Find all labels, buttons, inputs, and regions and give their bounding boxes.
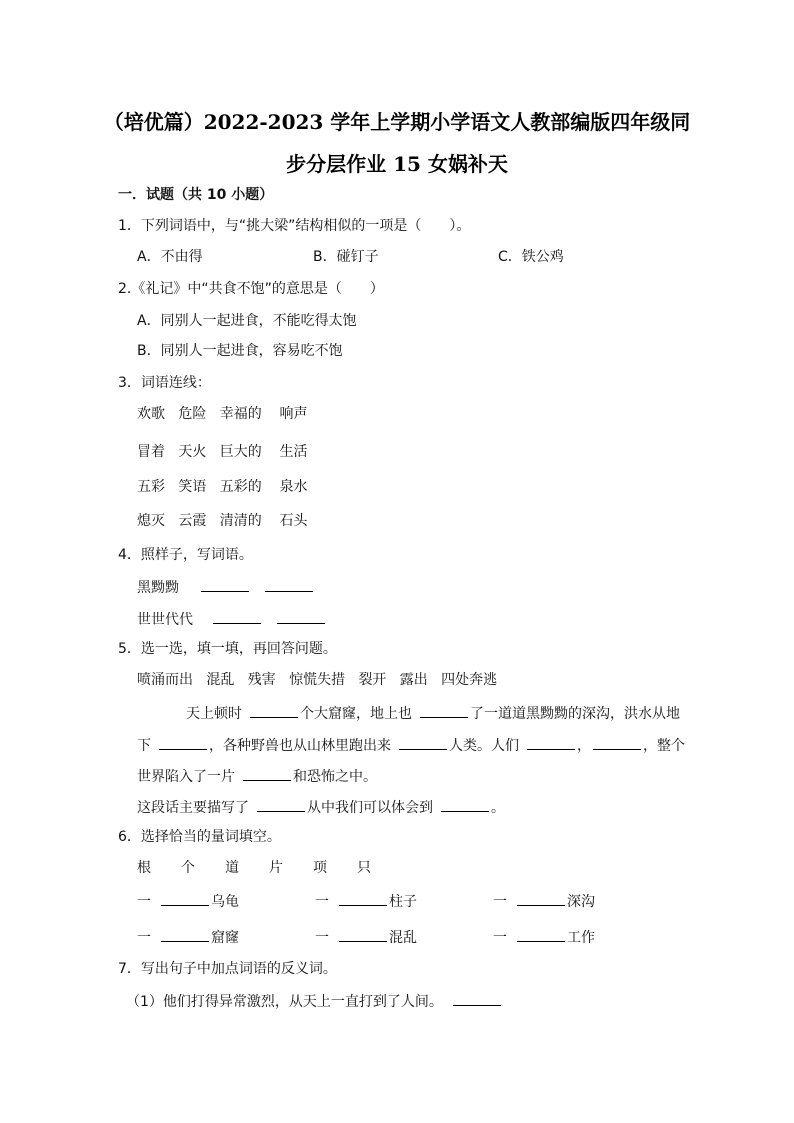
q4-example-1: 黑黝黝: [137, 577, 315, 597]
answer-blank[interactable]: [161, 927, 209, 942]
q6-item-4: 一 窟窿: [137, 927, 239, 947]
q5-passage-line2: 下 ，各种野兽也从山林里跑出来 人类。人们 ， ，整个: [137, 735, 685, 755]
q6-word-bank: 根 个 道 片 项 只: [137, 860, 371, 876]
answer-blank[interactable]: [420, 703, 468, 718]
q6-item-2: 一 柱子: [315, 891, 417, 911]
answer-blank[interactable]: [265, 577, 313, 592]
answer-blank[interactable]: [257, 797, 305, 812]
q2-option-b: B．同别人一起进食，容易吃不饱: [137, 343, 343, 359]
q5-word-bank: 喷涌而出 混乱 残害 惊慌失措 裂开 露出 四处奔逃: [137, 672, 498, 688]
q2-option-a: A．同别人一起进食，不能吃得太饱: [137, 313, 357, 329]
q1-option-a: A．不由得: [137, 249, 203, 265]
q5-passage-line1: 天上顿时 个大窟窿，地上也 了一道道黑黝黝的深沟，洪水从地: [186, 703, 680, 723]
q6-stem: 6．选择恰当的量词填空。: [118, 829, 281, 845]
q7-stem: 7．写出句子中加点词语的反义词。: [118, 961, 337, 977]
answer-blank[interactable]: [277, 609, 325, 624]
answer-blank[interactable]: [441, 797, 489, 812]
answer-blank[interactable]: [159, 735, 207, 750]
q6-item-1: 一 乌龟: [137, 891, 239, 911]
answer-blank[interactable]: [517, 927, 565, 942]
answer-blank[interactable]: [201, 577, 249, 592]
q3-row-3: 五彩 笑语 五彩的 泉水: [137, 479, 308, 495]
q6-item-3: 一 深沟: [493, 891, 595, 911]
q3-stem: 3．词语连线：: [118, 375, 211, 391]
q1-option-b: B．碰钉子: [313, 249, 379, 265]
q2-stem: 2.《礼记》中“共食不饱”的意思是（ ）: [118, 281, 384, 297]
answer-blank[interactable]: [527, 735, 575, 750]
q3-row-4: 熄灭 云霞 清清的 石头: [137, 513, 308, 529]
answer-blank[interactable]: [399, 735, 447, 750]
q3-row-2: 冒着 天火 巨大的 生活: [137, 444, 308, 460]
answer-blank[interactable]: [243, 766, 291, 781]
q1-option-c: C．铁公鸡: [498, 249, 564, 265]
answer-blank[interactable]: [213, 609, 261, 624]
q6-item-6: 一 工作: [493, 927, 595, 947]
answer-blank[interactable]: [161, 891, 209, 906]
answer-blank[interactable]: [250, 703, 298, 718]
q4-stem: 4．照样子，写词语。: [118, 547, 253, 563]
q5-passage-line3: 世界陷入了一片 和恐怖之中。: [137, 766, 377, 786]
q3-row-1: 欢歌 危险 幸福的 响声: [137, 406, 308, 422]
q7-sentence-1: （1）他们打得异常激烈，从天上一直打到了人间。: [126, 991, 503, 1011]
q1-stem: 1．下列词语中，与“挑大梁”结构相似的一项是（ ）。: [118, 218, 471, 234]
document-title-line2: 步分层作业 15 女娲补天: [286, 152, 508, 176]
section-heading: 一．试题（共 10 小题）: [118, 187, 274, 203]
q6-item-5: 一 混乱: [315, 927, 417, 947]
answer-blank[interactable]: [517, 891, 565, 906]
answer-blank[interactable]: [339, 891, 387, 906]
q5-stem: 5．选一选，填一填，再回答问题。: [118, 641, 337, 657]
answer-blank[interactable]: [339, 927, 387, 942]
answer-blank[interactable]: [593, 735, 641, 750]
q5-question: 这段话主要描写了 从中我们可以体会到 。: [137, 797, 505, 817]
q4-example-2: 世世代代: [137, 609, 327, 629]
document-title-line1: （培优篇）2022-2023 学年上学期小学语文人教部编版四年级同: [103, 110, 691, 134]
answer-blank[interactable]: [453, 991, 501, 1006]
